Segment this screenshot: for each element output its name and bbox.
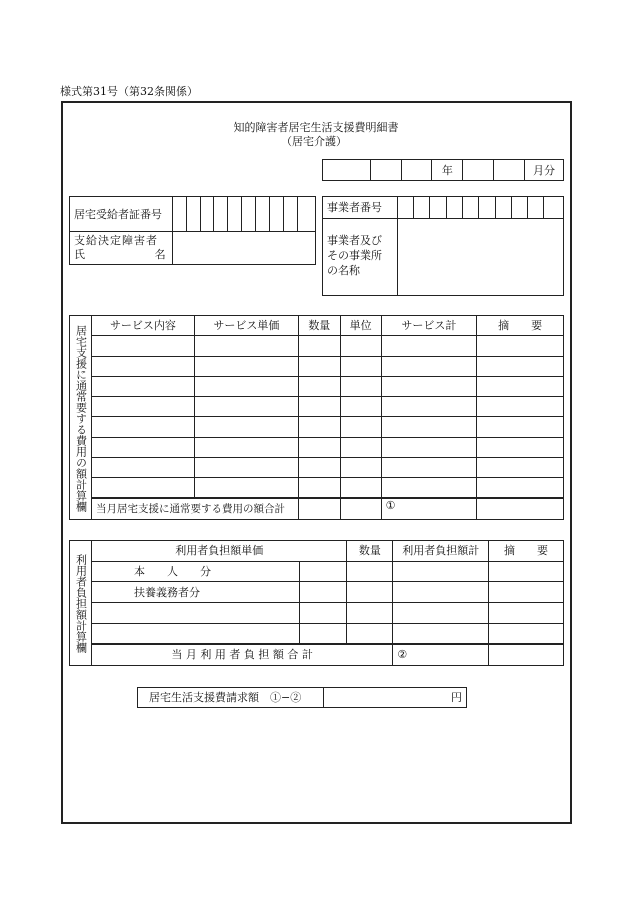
self-share-label: 本 人 分 xyxy=(91,561,299,582)
cell[interactable] xyxy=(91,417,194,437)
table-row xyxy=(70,457,564,477)
cell[interactable] xyxy=(298,356,340,376)
claim-amount-field[interactable] xyxy=(324,688,467,708)
cell[interactable] xyxy=(194,457,298,477)
cell[interactable] xyxy=(340,478,381,498)
service-total-remarks[interactable] xyxy=(477,498,564,519)
header-service-unit-price: サービス単価 xyxy=(194,316,298,336)
cell[interactable] xyxy=(298,437,340,457)
service-total-amount[interactable] xyxy=(381,498,477,519)
cell[interactable] xyxy=(381,356,477,376)
user-total-label: 当 月 利 用 者 負 担 額 合 計 xyxy=(91,644,392,666)
provider-digit[interactable] xyxy=(511,197,527,219)
header-user-burden-unit-price: 利用者負担額単価 xyxy=(91,541,346,562)
header-service-content: サービス内容 xyxy=(91,316,194,336)
service-total-qty[interactable] xyxy=(298,498,340,519)
cell[interactable] xyxy=(91,356,194,376)
service-total-label: 当月居宅支援に通常要する費用の額合計 xyxy=(91,498,298,519)
cell[interactable] xyxy=(347,602,393,623)
cert-digit[interactable] xyxy=(228,197,242,232)
cert-digit[interactable] xyxy=(186,197,200,232)
cell[interactable] xyxy=(347,582,393,603)
cell[interactable] xyxy=(91,397,194,417)
cell[interactable] xyxy=(477,376,564,396)
provider-name-label: 事業者及び その事業所 の名称 xyxy=(323,219,398,296)
cell[interactable] xyxy=(489,602,564,623)
provider-digit[interactable] xyxy=(495,197,511,219)
cell[interactable] xyxy=(194,356,298,376)
provider-digit[interactable] xyxy=(544,197,564,219)
year-digit-2[interactable] xyxy=(401,160,432,181)
cell[interactable] xyxy=(91,457,194,477)
cell[interactable] xyxy=(393,623,489,644)
cell[interactable] xyxy=(194,376,298,396)
cell[interactable] xyxy=(299,602,347,623)
cell[interactable] xyxy=(298,417,340,437)
cert-digit[interactable] xyxy=(270,197,284,232)
cell[interactable] xyxy=(299,582,347,603)
recipient-table xyxy=(69,196,316,265)
cell[interactable] xyxy=(340,356,381,376)
cell[interactable] xyxy=(477,437,564,457)
cell[interactable] xyxy=(381,417,477,437)
cell[interactable] xyxy=(340,376,381,396)
form-subtitle: （居宅介護） xyxy=(281,135,347,148)
provider-digit[interactable] xyxy=(528,197,544,219)
provider-digit[interactable] xyxy=(430,197,446,219)
cell[interactable] xyxy=(194,437,298,457)
table-row xyxy=(70,376,564,396)
cert-digit[interactable] xyxy=(256,197,270,232)
cell[interactable] xyxy=(91,437,194,457)
header-remarks: 摘 要 xyxy=(477,316,564,336)
cell[interactable] xyxy=(298,336,340,356)
month-digit-1[interactable] xyxy=(463,160,494,181)
table-row xyxy=(70,336,564,356)
cell[interactable] xyxy=(91,376,194,396)
circled-one-marker: ① xyxy=(385,499,396,513)
cell[interactable] xyxy=(194,478,298,498)
cert-digit[interactable] xyxy=(297,197,315,232)
cert-digit[interactable] xyxy=(200,197,214,232)
claim-table xyxy=(137,687,467,708)
recipient-name-field[interactable] xyxy=(172,232,315,265)
user-total-remarks[interactable] xyxy=(489,644,564,666)
cell[interactable] xyxy=(477,336,564,356)
form-number: 様式第31号（第32条関係） xyxy=(60,85,198,98)
era-cell[interactable] xyxy=(323,160,371,181)
cell[interactable] xyxy=(298,478,340,498)
dependent-share-label: 扶養義務者分 xyxy=(91,582,299,603)
header-service-total: サービス計 xyxy=(381,316,477,336)
provider-name-field[interactable] xyxy=(397,219,563,296)
service-cost-table xyxy=(69,315,564,520)
cell[interactable] xyxy=(91,478,194,498)
user-burden-table xyxy=(69,540,564,666)
month-digit-2[interactable] xyxy=(494,160,525,181)
provider-number-label: 事業者番号 xyxy=(323,197,398,219)
service-side-label: 居宅支援に通常要する費用の額計算欄 xyxy=(70,316,92,520)
cell[interactable] xyxy=(489,623,564,644)
table-row xyxy=(70,437,564,457)
cell[interactable] xyxy=(298,376,340,396)
cert-digit[interactable] xyxy=(284,197,298,232)
cell[interactable] xyxy=(299,561,347,582)
cell[interactable] xyxy=(298,457,340,477)
table-row xyxy=(70,417,564,437)
cell[interactable] xyxy=(347,623,393,644)
table-row xyxy=(70,356,564,376)
header-user-burden-total: 利用者負担額計 xyxy=(393,541,489,562)
cell[interactable] xyxy=(381,336,477,356)
cell[interactable] xyxy=(340,457,381,477)
service-total-unit[interactable] xyxy=(340,498,381,519)
provider-digit[interactable] xyxy=(397,197,413,219)
cell[interactable] xyxy=(381,478,477,498)
year-digit-1[interactable] xyxy=(370,160,401,181)
claim-label: 居宅生活支援費請求額 ①−② xyxy=(138,688,324,708)
header-unit: 単位 xyxy=(340,316,381,336)
cell[interactable] xyxy=(194,397,298,417)
yen-unit: 円 xyxy=(451,691,462,704)
cell[interactable] xyxy=(477,457,564,477)
header-user-quantity: 数量 xyxy=(347,541,393,562)
cell[interactable] xyxy=(340,417,381,437)
cell[interactable] xyxy=(393,561,489,582)
table-row xyxy=(70,561,564,582)
circled-two-marker: ② xyxy=(397,648,408,662)
cell[interactable] xyxy=(381,437,477,457)
cell[interactable] xyxy=(340,336,381,356)
cell[interactable] xyxy=(381,376,477,396)
cell[interactable] xyxy=(477,356,564,376)
cert-digit[interactable] xyxy=(214,197,228,232)
form-title: 知的障害者居宅生活支援費明細書 xyxy=(233,121,399,134)
table-row xyxy=(70,397,564,417)
cell[interactable] xyxy=(340,437,381,457)
provider-digit[interactable] xyxy=(463,197,479,219)
cell[interactable] xyxy=(91,602,299,623)
cell[interactable] xyxy=(477,478,564,498)
cell[interactable] xyxy=(194,336,298,356)
table-row xyxy=(70,582,564,603)
recipient-name-label: 支給決定障害者 氏 名 xyxy=(70,232,173,265)
cell[interactable] xyxy=(91,336,194,356)
cell[interactable] xyxy=(298,397,340,417)
cell[interactable] xyxy=(91,623,299,644)
table-row xyxy=(70,478,564,498)
table-row xyxy=(70,602,564,623)
cell[interactable] xyxy=(477,417,564,437)
provider-digit[interactable] xyxy=(446,197,462,219)
provider-table xyxy=(322,196,564,296)
cell[interactable] xyxy=(393,602,489,623)
header-quantity: 数量 xyxy=(298,316,340,336)
cell[interactable] xyxy=(477,397,564,417)
cell[interactable] xyxy=(194,417,298,437)
cert-digit[interactable] xyxy=(242,197,256,232)
cell[interactable] xyxy=(489,561,564,582)
header-user-remarks: 摘 要 xyxy=(489,541,564,562)
provider-digit[interactable] xyxy=(479,197,495,219)
cell[interactable] xyxy=(381,397,477,417)
cell[interactable] xyxy=(489,582,564,603)
cell[interactable] xyxy=(381,457,477,477)
cell[interactable] xyxy=(393,582,489,603)
cert-digit[interactable] xyxy=(172,197,186,232)
cell[interactable] xyxy=(347,561,393,582)
user-side-label: 利用者負担額計算欄 xyxy=(70,541,92,666)
cert-number-label: 居宅受給者証番号 xyxy=(70,197,173,232)
date-table xyxy=(322,159,564,181)
user-total-amount[interactable] xyxy=(393,644,489,666)
cell[interactable] xyxy=(340,397,381,417)
provider-digit[interactable] xyxy=(414,197,430,219)
year-label: 年 xyxy=(432,160,463,181)
table-row xyxy=(70,623,564,644)
cell[interactable] xyxy=(299,623,347,644)
month-label: 月分 xyxy=(525,160,564,181)
